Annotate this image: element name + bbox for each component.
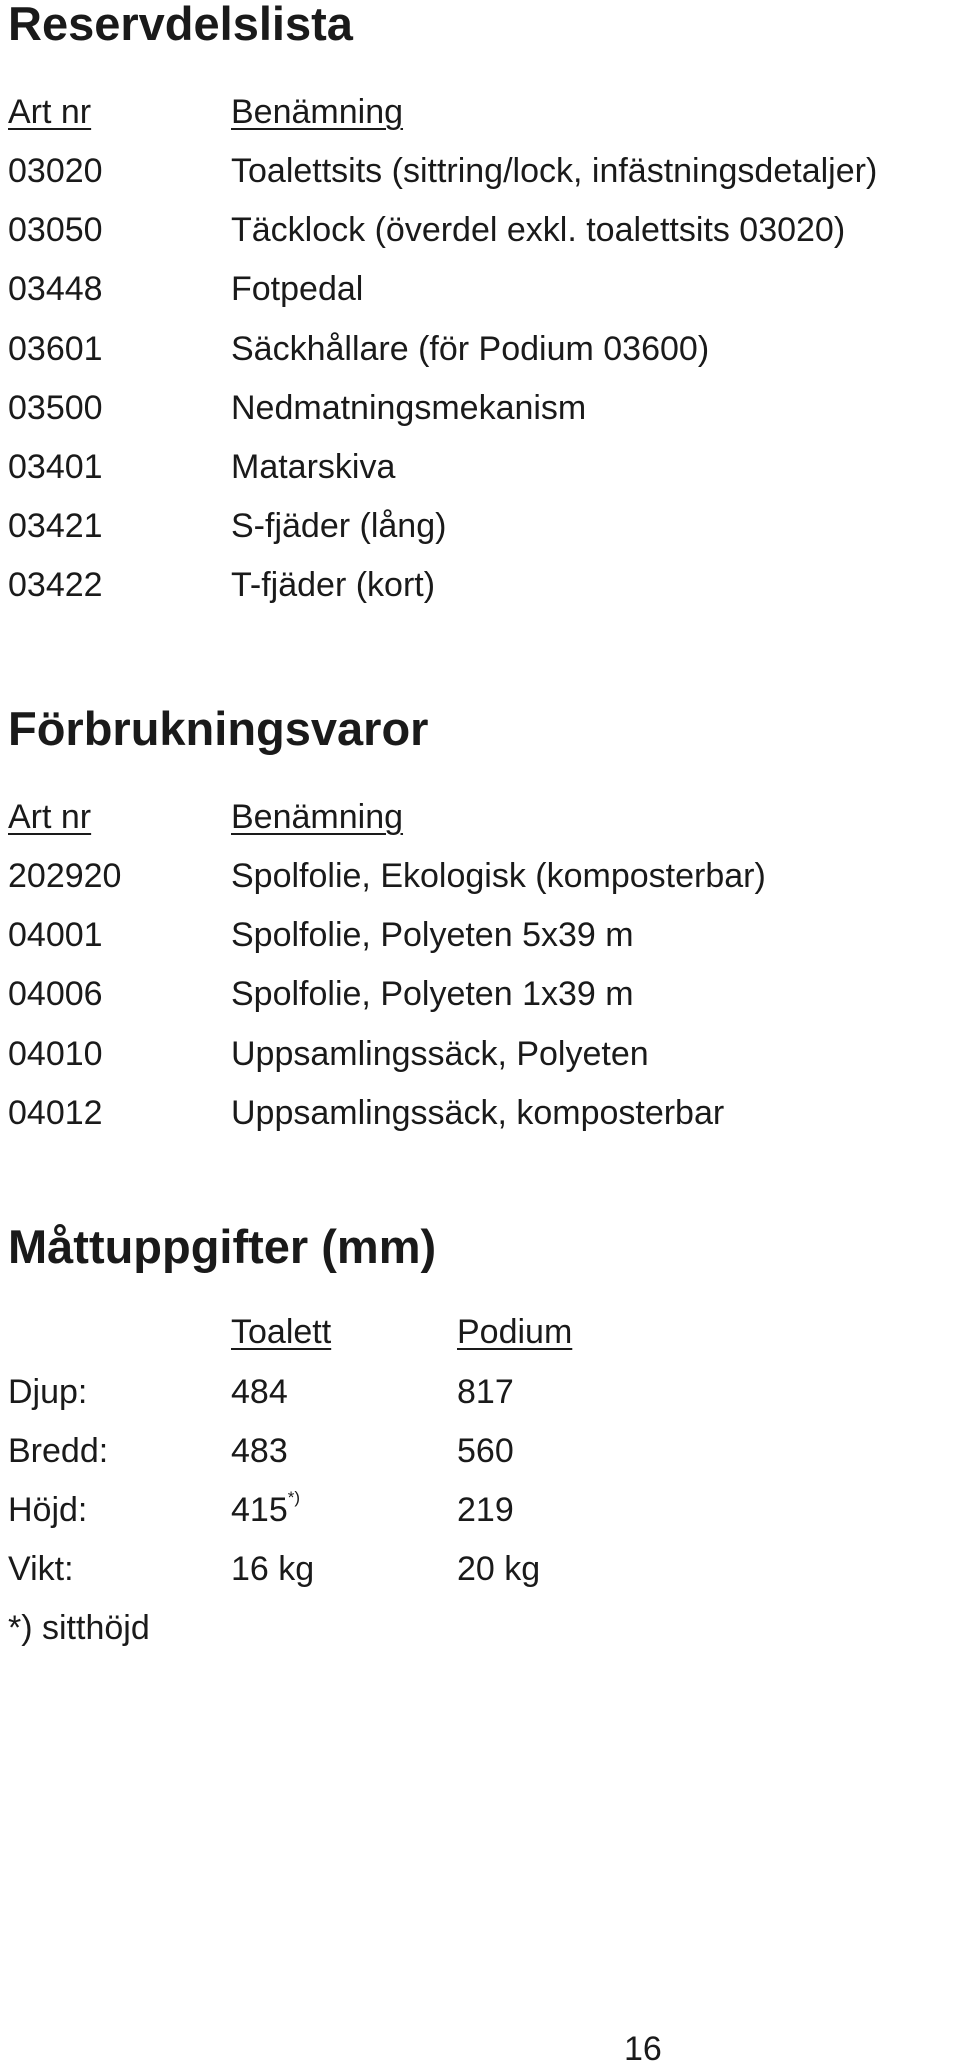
name-cell: Toalettsits (sittring/lock, infästningsdetaljer) xyxy=(231,152,878,190)
podium-value: 817 xyxy=(457,1373,514,1411)
name-cell: Matarskiva xyxy=(231,448,396,486)
name-cell: Spolfolie, Polyeten 1x39 m xyxy=(231,975,634,1013)
page-number: 16 xyxy=(624,2030,662,2068)
art-nr-cell: 04006 xyxy=(8,975,103,1013)
podium-value: 219 xyxy=(457,1491,514,1529)
column-header-podium: Podium xyxy=(457,1313,573,1351)
dimension-label: Bredd: xyxy=(8,1432,109,1470)
name-cell: Uppsamlingssäck, komposterbar xyxy=(231,1094,725,1132)
dimension-label: Höjd: xyxy=(8,1491,88,1529)
art-nr-cell: 03500 xyxy=(8,389,103,427)
name-cell: T-fjäder (kort) xyxy=(231,566,436,604)
toalett-value: 16 kg xyxy=(231,1550,315,1588)
name-cell: Täcklock (överdel exkl. toalettsits 03020) xyxy=(231,211,846,249)
art-nr-cell: 03448 xyxy=(8,270,103,308)
dimension-label: Djup: xyxy=(8,1373,88,1411)
name-cell: Säckhållare (för Podium 03600) xyxy=(231,330,710,368)
art-nr-cell: 03421 xyxy=(8,507,103,545)
dimension-label: Vikt: xyxy=(8,1550,74,1588)
art-nr-cell: 03401 xyxy=(8,448,103,486)
name-cell: Fotpedal xyxy=(231,270,364,308)
art-nr-cell: 04010 xyxy=(8,1035,103,1073)
art-nr-cell: 04001 xyxy=(8,916,103,954)
column-header-name: Benämning xyxy=(231,93,404,131)
section-title-consumables: Förbrukningsvaror xyxy=(8,702,429,755)
name-cell: Spolfolie, Ekologisk (komposterbar) xyxy=(231,857,766,895)
art-nr-cell: 202920 xyxy=(8,857,122,895)
toalett-value: 415 xyxy=(231,1491,288,1529)
podium-value: 560 xyxy=(457,1432,514,1470)
footnote: *) sitthöjd xyxy=(8,1609,150,1647)
toalett-value: 483 xyxy=(231,1432,288,1470)
name-cell: Nedmatningsmekanism xyxy=(231,389,587,427)
column-header-art-nr: Art nr xyxy=(8,93,92,131)
name-cell: Uppsamlingssäck, Polyeten xyxy=(231,1035,649,1073)
name-cell: Spolfolie, Polyeten 5x39 m xyxy=(231,916,634,954)
art-nr-cell: 03422 xyxy=(8,566,103,604)
podium-value: 20 kg xyxy=(457,1550,541,1588)
art-nr-cell: 03050 xyxy=(8,211,103,249)
footnote-marker: *) xyxy=(287,1488,301,1507)
section-title-dimensions: Måttuppgifter (mm) xyxy=(8,1220,437,1273)
column-header-toalett: Toalett xyxy=(231,1313,332,1351)
art-nr-cell: 04012 xyxy=(8,1094,103,1132)
name-cell: S-fjäder (lång) xyxy=(231,507,447,545)
art-nr-cell: 03601 xyxy=(8,330,103,368)
column-header-art-nr: Art nr xyxy=(8,798,92,836)
section-title-spare-parts: Reservdelslista xyxy=(8,0,353,50)
column-header-name: Benämning xyxy=(231,798,404,836)
toalett-value-cell xyxy=(231,1486,300,1534)
toalett-value: 484 xyxy=(231,1373,288,1411)
art-nr-cell: 03020 xyxy=(8,152,103,190)
